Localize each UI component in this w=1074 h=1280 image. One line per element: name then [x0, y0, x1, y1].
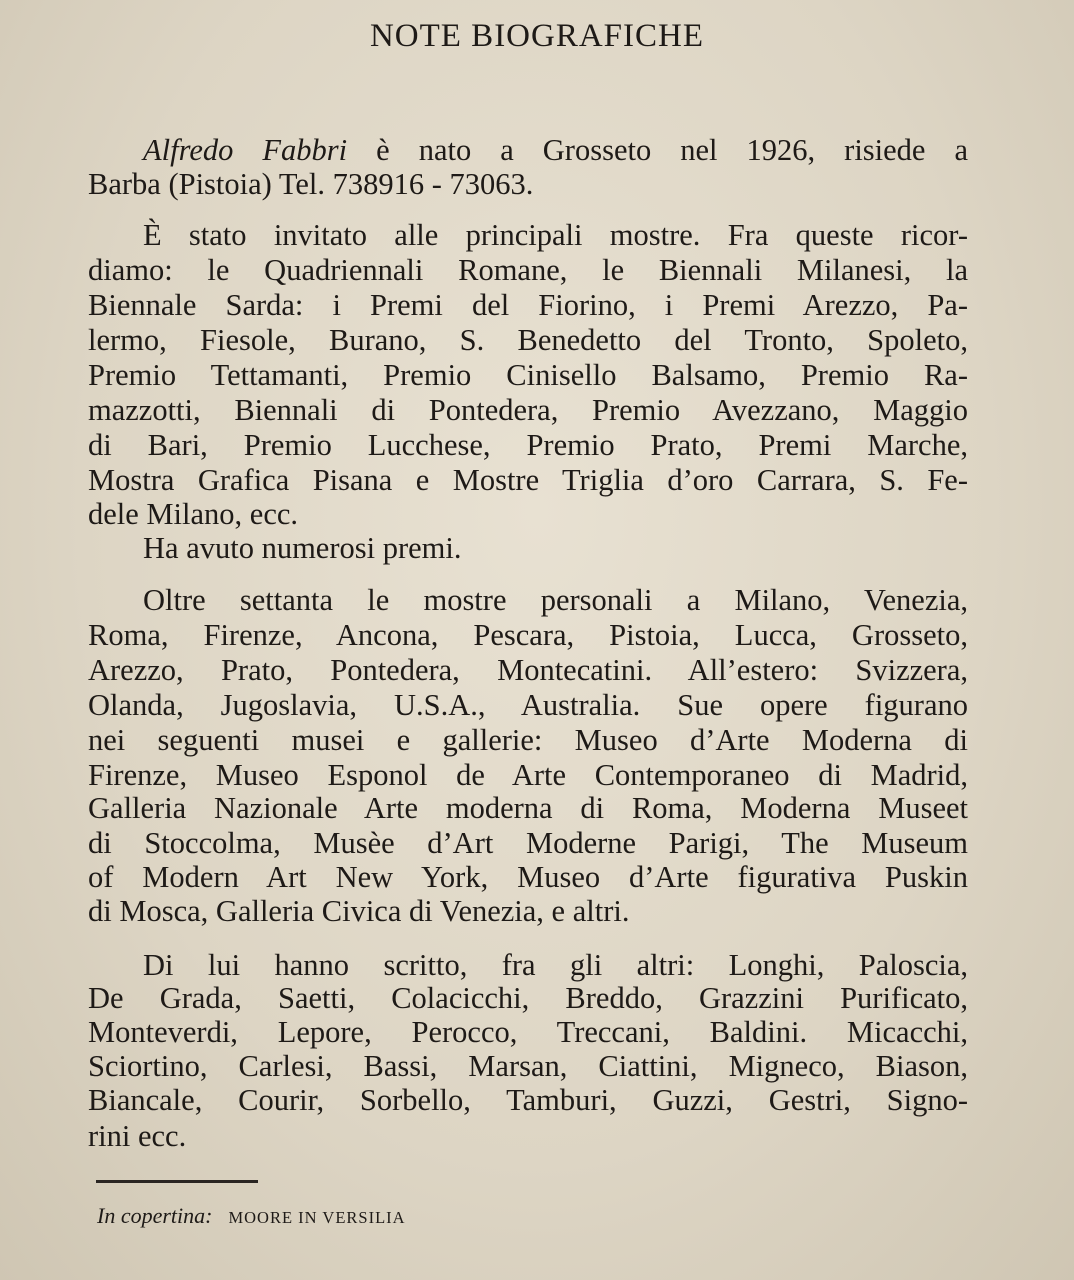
- text-line: [88, 497, 968, 531]
- line-text: Ha avuto numerosi premi.: [143, 531, 462, 565]
- text-line: [143, 133, 968, 167]
- line-text: dele Milano, ecc.: [88, 497, 299, 531]
- line-text: Barba (Pistoia) Tel. 738916 - 73063.: [88, 167, 534, 201]
- line-text: lermo, Fiesole, Burano, S. Benedetto del Tronto, Spoleto,: [88, 323, 968, 357]
- text-line: [88, 1119, 968, 1153]
- text-line: [88, 618, 968, 652]
- line-text: nei seguenti musei e gallerie: Museo d’Arte Moderna di: [88, 723, 968, 757]
- line-text: Galleria Nazionale Arte moderna di Roma, Moderna Museet: [88, 791, 968, 825]
- line-text: È stato invitato alle principali mostre. Fra queste ricor-: [143, 218, 968, 252]
- text-line: [88, 253, 968, 287]
- text-line: [88, 358, 968, 392]
- cover-caption: [97, 1203, 406, 1229]
- text-line: [88, 723, 968, 757]
- line-text: Oltre settanta le mostre personali a Milano, Venezia,: [143, 583, 968, 617]
- text-line: [88, 323, 968, 357]
- line-text: rini ecc.: [88, 1119, 187, 1153]
- line-text: di Bari, Premio Lucchese, Premio Prato, Premi Marche,: [88, 428, 968, 462]
- line-text: of Modern Art New York, Museo d’Arte figurativa Puskin: [88, 860, 968, 894]
- line-text: Biennale Sarda: i Premi del Fiorino, i Premi Arezzo, Pa-: [88, 288, 968, 322]
- text-line: [88, 463, 968, 497]
- line-text: Roma, Firenze, Ancona, Pescara, Pistoia, Lucca, Grosseto,: [88, 618, 968, 652]
- text-line: [88, 860, 968, 894]
- text-line: [88, 167, 968, 201]
- text-line: [143, 948, 968, 982]
- line-text: Di lui hanno scritto, fra gli altri: Longhi, Paloscia,: [143, 948, 968, 982]
- caption-label: In copertina:: [97, 1203, 213, 1228]
- text-line: [143, 531, 968, 565]
- text-line: [88, 894, 968, 928]
- divider: [96, 1180, 258, 1183]
- text-line: [143, 218, 968, 252]
- text-line: [88, 791, 968, 825]
- text-line: [88, 393, 968, 427]
- text-line: [88, 981, 968, 1015]
- text-line: [88, 1049, 968, 1083]
- line-text: di Stoccolma, Musèe d’Art Moderne Parigi, The Museum: [88, 826, 968, 860]
- line-text: Biancale, Courir, Sorbello, Tamburi, Guzzi, Gestri, Signo-: [88, 1083, 968, 1117]
- line-text: è nato a Grosseto nel 1926, risiede a: [376, 133, 969, 167]
- line-text: diamo: le Quadriennali Romane, le Biennali Milanesi, la: [88, 253, 968, 287]
- line-text: Firenze, Museo Esponol de Arte Contemporaneo di Madrid,: [88, 758, 968, 792]
- line-text: Premio Tettamanti, Premio Cinisello Balsamo, Premio Ra-: [88, 358, 968, 392]
- text-line: [88, 758, 968, 792]
- line-text: Sciortino, Carlesi, Bassi, Marsan, Ciattini, Migneco, Biason,: [88, 1049, 968, 1083]
- line-text: Mostra Grafica Pisana e Mostre Triglia d’oro Carrara, S. Fe-: [88, 463, 968, 497]
- line-text: Olanda, Jugoslavia, U.S.A., Australia. Sue opere figurano: [88, 688, 968, 722]
- text-line: [88, 1015, 968, 1049]
- page-title: NOTE BIOGRAFICHE: [369, 18, 705, 54]
- line-text: De Grada, Saetti, Colacicchi, Breddo, Grazzini Purificato,: [88, 981, 968, 1015]
- text-line: [88, 826, 968, 860]
- text-line: [88, 428, 968, 462]
- text-line: [88, 288, 968, 322]
- text-line: [143, 583, 968, 617]
- line-text: mazzotti, Biennali di Pontedera, Premio Avezzano, Maggio: [88, 393, 968, 427]
- line-text: di Mosca, Galleria Civica di Venezia, e altri.: [88, 894, 630, 928]
- line-text: Arezzo, Prato, Pontedera, Montecatini. All’estero: Svizzera,: [88, 653, 968, 687]
- text-line: [88, 653, 968, 687]
- caption-value: MOORE IN VERSILIA: [228, 1208, 406, 1227]
- text-line: [88, 688, 968, 722]
- text-line: [88, 1083, 968, 1117]
- author-name: Alfredo Fabbri: [143, 133, 348, 167]
- line-text: Monteverdi, Lepore, Perocco, Treccani, Baldini. Micacchi,: [88, 1015, 968, 1049]
